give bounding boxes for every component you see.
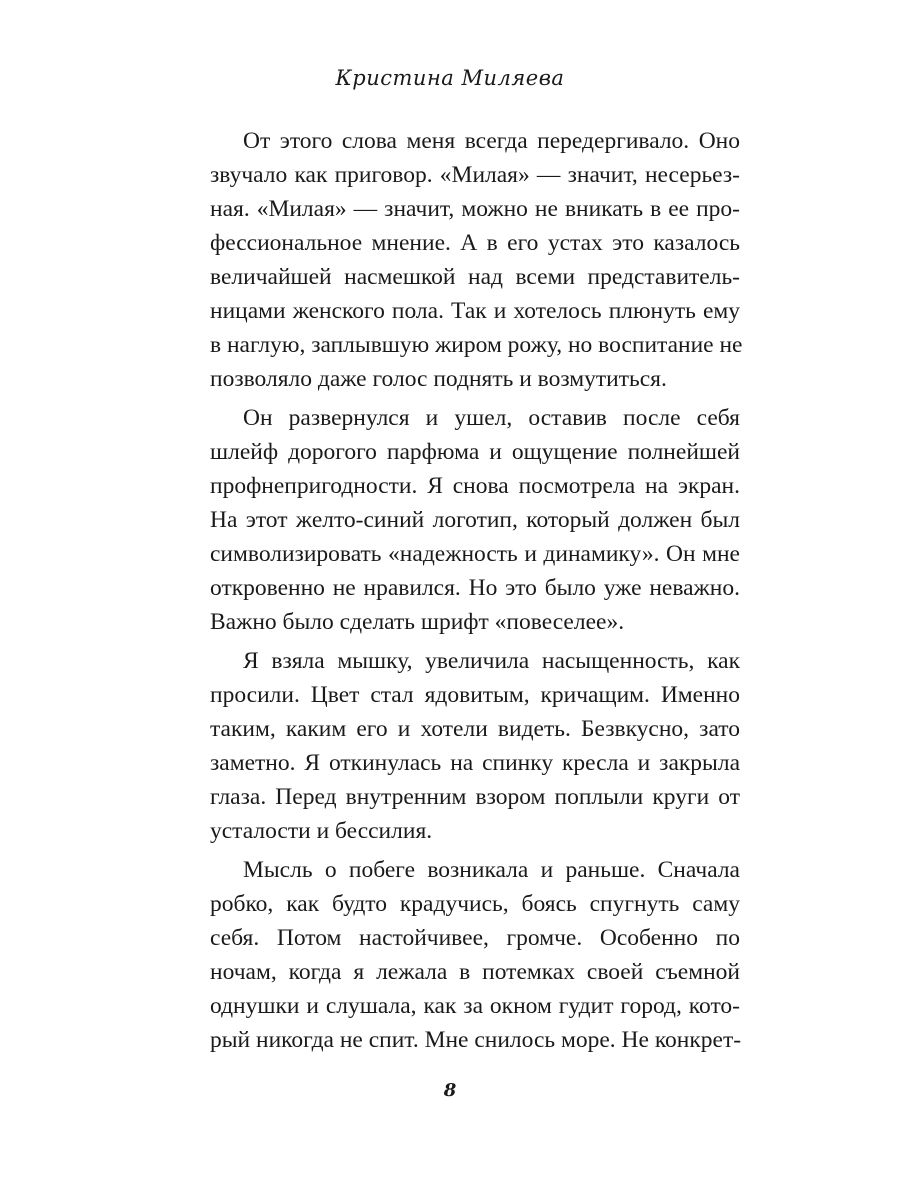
text-line: однушки и слушала, как за окном гудит город, кото- [210,993,740,1019]
text-line: звучало как приговор. «Милая» — значит, несерьез- [210,162,740,188]
text-line: позволяло даже голос поднять и возмутиться. [210,366,667,392]
body-text [210,124,743,1062]
text-line: Мысль о побеге возникала и раньше. Сначала [243,857,740,883]
text-line: Он развернулся и ушел, оставив после себя [243,405,740,431]
text-line: ночам, когда я лежала в потемках своей съемной [210,959,740,985]
text-line: усталости и бессилия. [210,818,433,844]
text-line: робко, как будто крадучись, боясь спугнуть саму [210,891,740,917]
page-number: 8 [443,1080,457,1101]
text-line: символизировать «надежность и динамику». Он мне [210,541,740,567]
text-line: откровенно не нравился. Но это было уже неважно. [210,575,740,601]
text-line: фессиональное мнение. А в его устах это казалось [210,230,740,256]
text-line: Я взяла мышку, увеличила насыщенность, как [243,648,740,674]
text-line: таким, каким его и хотели видеть. Безвкусно, зато [210,716,740,742]
paragraph-2 [210,401,740,639]
text-line: просили. Цвет стал ядовитым, кричащим. Именно [210,682,740,708]
text-line: величайшей насмешкой над всеми представитель- [210,264,740,290]
text-line: заметно. Я откинулась на спинку кресла и закрыла [210,750,740,776]
text-line: рый никогда не спит. Мне снилось море. Не конкрет- [210,1027,742,1053]
paragraph-1 [210,124,743,396]
paragraph-4 [210,853,740,1057]
text-line: От этого слова меня всегда передергивало. Оно [243,128,740,154]
text-line: профнепригодности. Я снова посмотрела на экран. [210,473,740,499]
text-line: ная. «Милая» — значит, можно не вникать в ее про- [210,196,740,222]
text-line: глаза. Перед внутренним взором поплыли круги от [210,784,740,810]
text-line: На этот желто-синий логотип, который должен был [210,507,740,533]
paragraph-3 [210,644,740,848]
running-head-author: Кристина Миляева [335,66,565,90]
text-line: ницами женского пола. Так и хотелось плюнуть ему [210,298,740,324]
text-line: Важно было сделать шрифт «повеселее». [210,609,625,635]
text-line: в наглую, заплывшую жиром рожу, но воспитание не [210,332,743,358]
text-line: шлейф дорогого парфюма и ощущение полнейшей [210,439,740,465]
text-line: себя. Потом настойчивее, громче. Особенно по [210,925,740,951]
